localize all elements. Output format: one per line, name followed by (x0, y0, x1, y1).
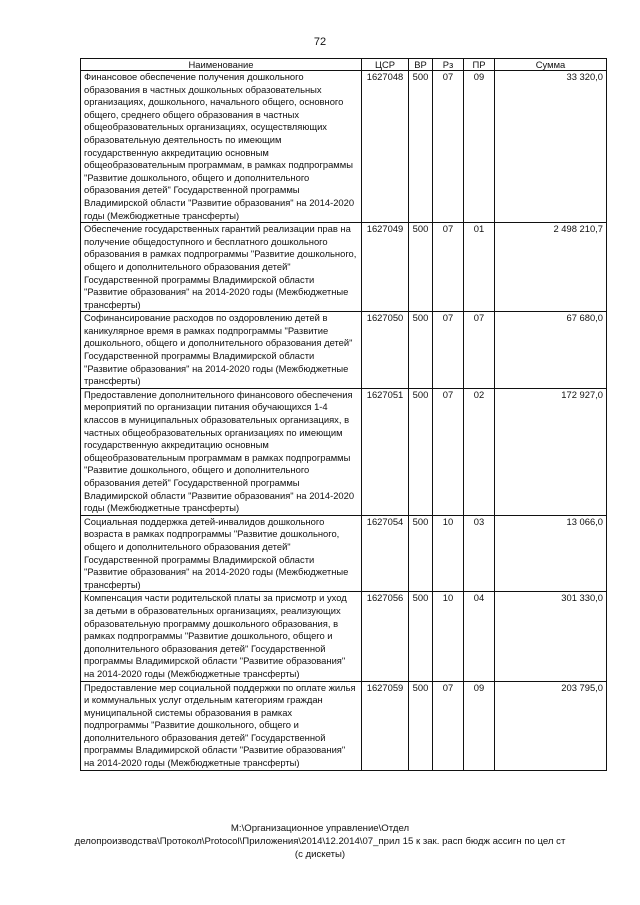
row-sum: 13 066,0 (495, 515, 607, 592)
row-csr: 1627049 (362, 223, 409, 312)
row-rz: 07 (433, 388, 464, 515)
row-vr: 500 (409, 71, 433, 223)
table-row (81, 681, 607, 770)
row-rz: 07 (433, 71, 464, 223)
row-name: Финансовое обеспечение получения дошкольного образования в частных дошкольных образовательных организациях, дошкольного, начального общего, основного общего, среднего общего образования в частных общеобразовательных организациях, осуществляющих образовательную деятельность по имеющим государственную аккредитацию основным общеобразовательным программам, в рамках подпрограммы "Развитие дошкольного, общего и дополнительного образования детей" Государственной программы Владимирской области "Развитие образования" на 2014-2020 годы (Межбюджетные трансферты) (81, 71, 362, 223)
row-sum: 301 330,0 (495, 592, 607, 681)
row-sum: 67 680,0 (495, 312, 607, 389)
row-csr: 1627048 (362, 71, 409, 223)
row-vr: 500 (409, 312, 433, 389)
row-sum: 2 498 210,7 (495, 223, 607, 312)
header-vr: ВР (409, 59, 433, 71)
row-rz: 07 (433, 223, 464, 312)
row-pr: 09 (464, 71, 495, 223)
row-vr: 500 (409, 592, 433, 681)
row-pr: 04 (464, 592, 495, 681)
table-row (81, 71, 607, 223)
header-name: Наименование (81, 59, 362, 71)
header-rz: Рз (433, 59, 464, 71)
budget-table (80, 58, 607, 771)
header-sum: Сумма (495, 59, 607, 71)
footer-line-1: M:\Организационное управление\Отдел (230, 823, 410, 834)
table-row (81, 312, 607, 389)
table-row (81, 223, 607, 312)
row-name: Предоставление дополнительного финансового обеспечения мероприятий по организации питания обучающихся 1-4 классов в муниципальных образовательных организациях, в частных общеобразовательных организациях по имеющим государственную аккредитацию основным общеобразовательным программам в рамках подпрограммы "Развитие дошкольного, общего и дополнительного образования детей" Государственной программы Владимирской области "Развитие образования" на 2014-2020 годы (Межбюджетные трансферты) (81, 388, 362, 515)
row-vr: 500 (409, 681, 433, 770)
table-row (81, 515, 607, 592)
footer-line-3: (с дискеты) (294, 849, 346, 860)
row-vr: 500 (409, 515, 433, 592)
row-rz: 07 (433, 312, 464, 389)
row-name: Социальная поддержка детей-инвалидов дошкольного возраста в рамках подпрограммы "Развитие дошкольного, общего и дополнительного образования детей" Государственной программы Владимирской области "Развитие образования" на 2014-2020 годы (Межбюджетные трансферты) (81, 515, 362, 592)
row-csr: 1627056 (362, 592, 409, 681)
row-pr: 03 (464, 515, 495, 592)
row-name: Софинансирование расходов по оздоровлению детей в каникулярное время в рамках подпрограммы "Развитие дошкольного, общего и дополнительного образования детей" Государственной программы Владимирской области "Развитие образования" на 2014-2020 годы (Межбюджетные трансферты) (81, 312, 362, 389)
page-number: 72 (313, 36, 327, 48)
table-row (81, 592, 607, 681)
header-pr: ПР (464, 59, 495, 71)
row-sum: 203 795,0 (495, 681, 607, 770)
row-name: Обеспечение государственных гарантий реализации прав на получение общедоступного и бесплатного дошкольного образования в рамках подпрограммы "Развитие дошкольного, общего и дополнительного образования детей" Государственной программы Владимирской области "Развитие образования" на 2014-2020 годы (Межбюджетные трансферты) (81, 223, 362, 312)
table-row (81, 388, 607, 515)
row-csr: 1627059 (362, 681, 409, 770)
row-vr: 500 (409, 388, 433, 515)
table-header-row (81, 59, 607, 71)
row-pr: 01 (464, 223, 495, 312)
row-pr: 07 (464, 312, 495, 389)
row-sum: 172 927,0 (495, 388, 607, 515)
footer-line-2: делопроизводства\Протокол\Protocol\Приложения\2014\12.2014\07_прил 15 к зак. расп бюдж ассигн по цел ст (74, 836, 566, 847)
row-rz: 07 (433, 681, 464, 770)
row-csr: 1627054 (362, 515, 409, 592)
row-csr: 1627051 (362, 388, 409, 515)
row-csr: 1627050 (362, 312, 409, 389)
row-name: Предоставление мер социальной поддержки по оплате жилья и коммунальных услуг отдельным категориям граждан муниципальной системы образования в рамках подпрограммы "Развитие дошкольного, общего и дополнительного образования детей" Государственной программы Владимирской области "Развитие образования" на 2014-2020 годы (Межбюджетные трансферты) (81, 681, 362, 770)
header-csr: ЦСР (362, 59, 409, 71)
row-rz: 10 (433, 515, 464, 592)
row-vr: 500 (409, 223, 433, 312)
row-rz: 10 (433, 592, 464, 681)
row-name: Компенсация части родительской платы за присмотр и уход за детьми в образовательных организациях, реализующих образовательную программу дошкольного образования, в рамках подпрограммы "Развитие дошкольного, общего и дополнительного образования детей" Государственной программы Владимирской области "Развитие образования" на 2014-2020 годы (Межбюджетные трансферты) (81, 592, 362, 681)
row-pr: 09 (464, 681, 495, 770)
file-path-footer (40, 822, 600, 861)
row-sum: 33 320,0 (495, 71, 607, 223)
row-pr: 02 (464, 388, 495, 515)
